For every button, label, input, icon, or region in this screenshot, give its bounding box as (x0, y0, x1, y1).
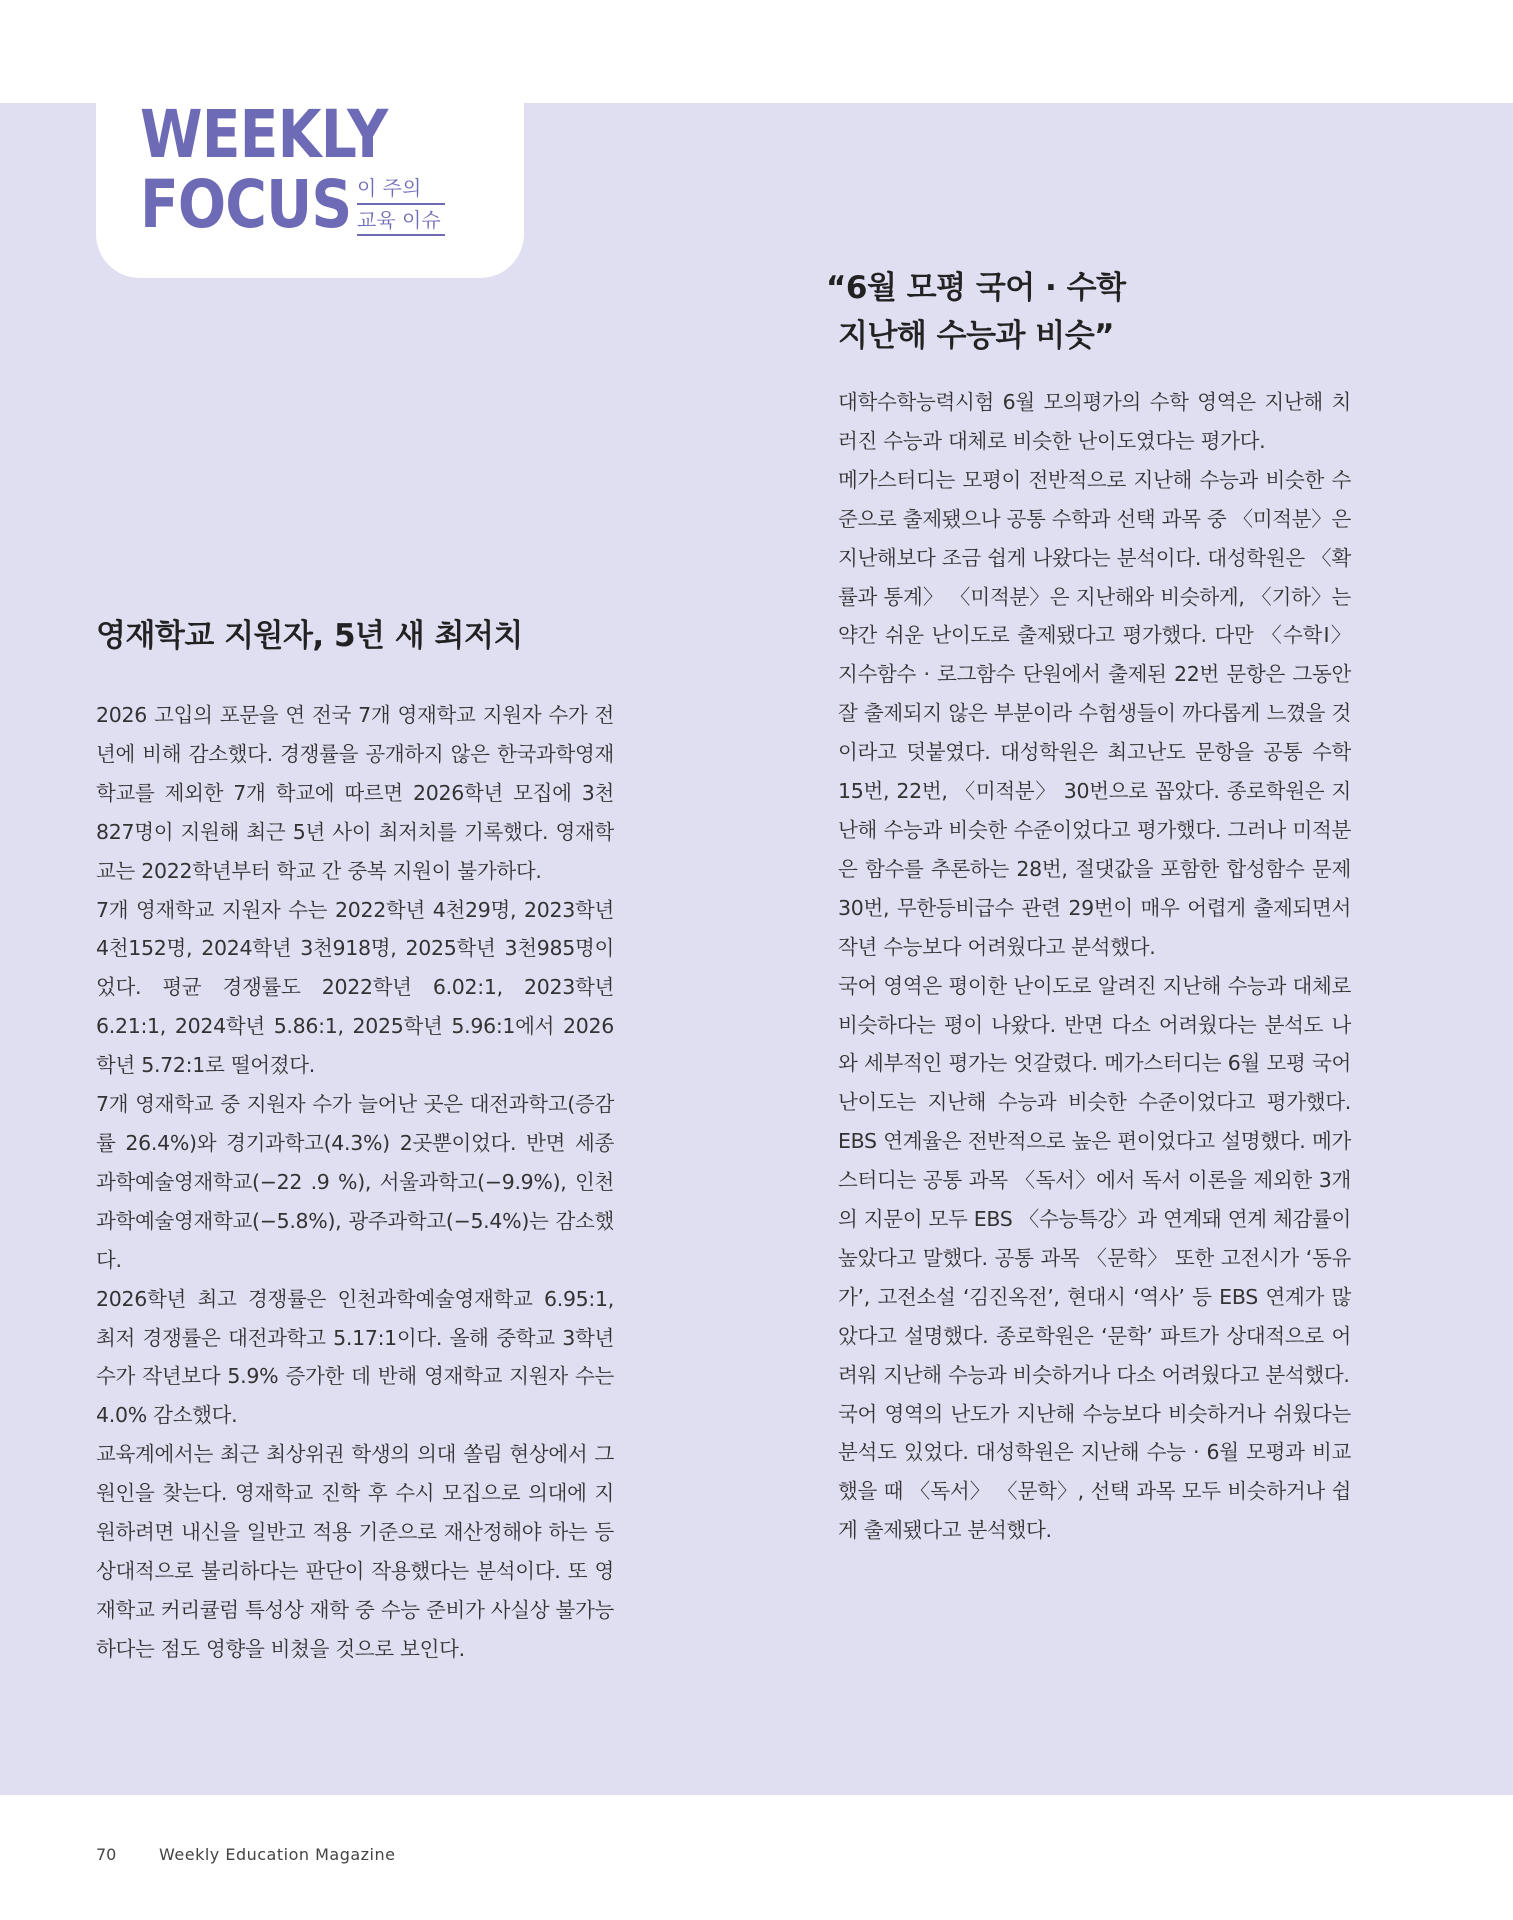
right-paragraph: 대학수학능력시험 6월 모의평가의 수학 영역은 지난해 치러진 수능과 대체로 비슷한 난이도였다는 평가다. (838, 390, 1351, 453)
brand-subtitle-2: 교육 이슈 (357, 208, 441, 232)
brand-subtitle-1: 이 주의 (357, 176, 422, 200)
right-paragraph: 국어 영역의 난도가 지난해 수능보다 비슷하거나 쉬웠다는 분석도 있었다. 대성학원은 지난해 수능 · 6월 모평과 비교했을 때 〈독서〉 〈문학〉, 선택 과목 모두 비슷하거나 쉽게 출제됐다고 분석했다. (838, 1401, 1351, 1543)
left-paragraph: 교육계에서는 최근 최상위권 학생의 의대 쏠림 현상에서 그 원인을 찾는다. 영재학교 진학 후 수시 모집으로 의대에 지원하려면 내신을 일반고 적용 기준으로 재산정해야 하는 등 상대적으로 불리하다는 판단이 작용했다는 분석이다. 또 영재학교 커리큘럼 특성상 재학 중 수능 준비가 사실상 불가능하다는 점도 영향을 비쳤을 것으로 보인다. (96, 1442, 614, 1661)
brand-focus: FOCUS (140, 166, 352, 243)
right-paragraph: 메가스터디는 모평이 전반적으로 지난해 수능과 비슷한 수준으로 출제됐으나 공통 수학과 선택 과목 중 〈미적분〉은 지난해보다 조금 쉽게 나왔다는 분석이다. 대성학원은 〈확률과 통계〉 〈미적분〉은 지난해와 비슷하게, 〈기하〉는 약간 쉬운 난이도로 출제됐다고 평가했다. 다만 〈수학Ⅰ〉 지수함수 · 로그함수 단원에서 출제된 22번 문항은 그동안 잘 출제되지 않은 부분이라 수험생들이 까다롭게 느꼈을 것이라고 덧붙였다. 대성학원은 최고난도 문항을 공통 수학 15번, 22번, 〈미적분〉 30번으로 꼽았다. 종로학원은 지난해 수능과 비슷한 수준이었다고 평가했다. 그러나 미적분은 함수를 추론하는 28번, 절댓값을 포함한 합성함수 문제 30번, 무한등비급수 관련 29번이 매우 어렵게 출제되면서 작년 수능보다 어려웠다고 분석했다. (838, 467, 1351, 959)
left-article-body (96, 696, 614, 1669)
left-paragraph: 7개 영재학교 지원자 수는 2022학년 4천29명, 2023학년 4천152명, 2024학년 3천918명, 2025학년 3천985명이었다. 평균 경쟁률도 2022학년 6.02:1, 2023학년 6.21:1, 2024학년 5.86:1, 2025학년 5.96:1에서 2026학년 5.72:1로 떨어졌다. (96, 897, 614, 1078)
brand-weekly: WEEKLY (140, 96, 388, 173)
right-paragraph: 국어 영역은 평이한 난이도로 알려진 지난해 수능과 대체로 비슷하다는 평이 나왔다. 반면 다소 어려웠다는 분석도 나와 세부적인 평가는 엇갈렸다. 메가스터디는 6월 모평 국어 난이도는 지난해 수능과 비슷한 수준이었다고 평가했다. EBS 연계율은 전반적으로 높은 편이었다고 설명했다. 메가스터디는 공통 과목 〈독서〉에서 독서 이론을 제외한 3개의 지문이 모두 EBS 〈수능특강〉과 연계돼 연계 체감률이 높았다고 말했다. 공통 과목 〈문학〉 또한 고전시가 ‘동유가’, 고전소설 ‘김진옥전’, 현대시 ‘역사’ 등 EBS 연계가 많았다고 설명했다. 종로학원은 ‘문학’ 파트가 상대적으로 어려워 지난해 수능과 비슷하거나 다소 어려웠다고 분석했다. (838, 973, 1351, 1387)
right-title-line2: 지난해 수능과 비슷” (838, 318, 1115, 354)
brand-underline-1 (357, 203, 445, 205)
brand-underline-2 (357, 234, 445, 236)
left-article-title: 영재학교 지원자, 5년 새 최저치 (96, 618, 523, 654)
left-paragraph: 2026 고입의 포문을 연 전국 7개 영재학교 지원자 수가 전년에 비해 감소했다. 경쟁률을 공개하지 않은 한국과학영재학교를 제외한 7개 학교에 따르면 2026학년 모집에 3천827명이 지원해 최근 5년 사이 최저치를 기록했다. 영재학교는 2022학년부터 학교 간 중복 지원이 불가하다. (96, 703, 614, 883)
page-number: 70 (96, 1845, 117, 1864)
magazine-name: Weekly Education Magazine (159, 1845, 396, 1864)
left-paragraph: 2026학년 최고 경쟁률은 인천과학예술영재학교 6.95:1, 최저 경쟁률은 대전과학고 5.17:1이다. 올해 중학교 3학년 수가 작년보다 5.9% 증가한 데 반해 영재학교 지원자 수는 4.0% 감소했다. (96, 1286, 614, 1428)
right-title-line1: “6월 모평 국어 · 수학 (826, 270, 1126, 306)
right-article-title (826, 264, 1426, 360)
left-paragraph: 7개 영재학교 중 지원자 수가 늘어난 곳은 대전과학고(증감률 26.4%)와 경기과학고(4.3%) 2곳뿐이었다. 반면 세종과학예술영재학교(−22 .9 %), 서울과학고(−9.9%), 인천과학예술영재학교(−5.8%), 광주과학고(−5.4%)는 감소했다. (96, 1092, 614, 1272)
right-article-body (838, 383, 1351, 1550)
